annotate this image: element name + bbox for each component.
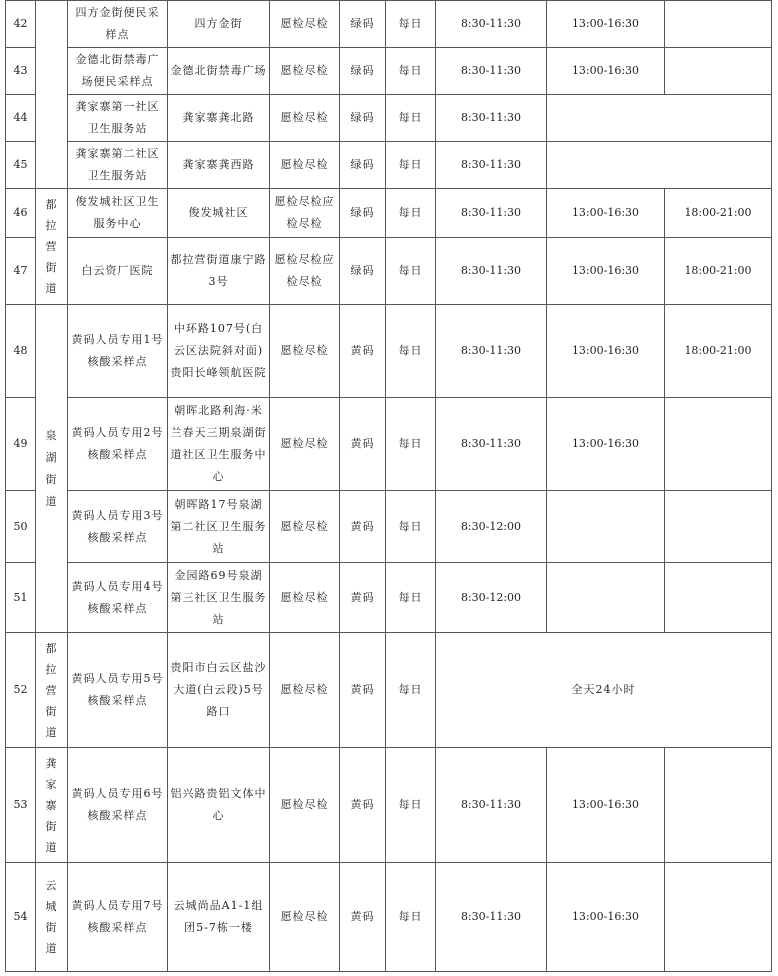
morning-hours: 8:30-11:30 [436, 95, 547, 142]
district-quanhu [36, 305, 68, 633]
evening-hours [665, 863, 772, 972]
row-number: 47 [6, 238, 36, 305]
site-name: 金德北街禁毒广场便民采样点 [68, 48, 168, 95]
health-code: 绿码 [340, 48, 386, 95]
test-scope: 愿检尽检 [270, 48, 340, 95]
test-scope: 愿检尽检 [270, 1, 340, 48]
table-row [6, 633, 772, 748]
test-scope: 愿检尽检 [270, 491, 340, 563]
health-code: 黄码 [340, 563, 386, 633]
site-address: 云城尚品A1-1组团5-7栋一楼 [168, 863, 270, 972]
frequency: 每日 [386, 142, 436, 189]
evening-hours: 18:00-21:00 [665, 238, 772, 305]
site-address: 俊发城社区 [168, 189, 270, 238]
health-code: 黄码 [340, 398, 386, 491]
health-code: 绿码 [340, 189, 386, 238]
site-address: 龚家寨龚北路 [168, 95, 270, 142]
site-address: 朝晖路17号泉湖第二社区卫生服务站 [168, 491, 270, 563]
row-number: 43 [6, 48, 36, 95]
site-name: 俊发城社区卫生服务中心 [68, 189, 168, 238]
all-day-hours: 全天24小时 [436, 633, 772, 748]
evening-hours [665, 1, 772, 48]
table-row [6, 491, 772, 563]
site-name: 黄码人员专用5号核酸采样点 [68, 633, 168, 748]
test-scope: 愿检尽检应检尽检 [270, 189, 340, 238]
test-scope: 愿检尽检 [270, 398, 340, 491]
district-yuncheng [36, 863, 68, 972]
health-code: 黄码 [340, 633, 386, 748]
morning-hours: 8:30-11:30 [436, 189, 547, 238]
site-address: 中环路107号(白云区法院斜对面)贵阳长峰领航医院 [168, 305, 270, 398]
health-code: 绿码 [340, 238, 386, 305]
table-row [6, 142, 772, 189]
evening-hours [665, 398, 772, 491]
frequency: 每日 [386, 48, 436, 95]
district-label: 云城街道 [45, 879, 58, 955]
site-address: 铝兴路贵铝文体中心 [168, 748, 270, 863]
evening-hours [665, 491, 772, 563]
site-address: 龚家寨龚西路 [168, 142, 270, 189]
morning-hours: 8:30-12:00 [436, 491, 547, 563]
frequency: 每日 [386, 863, 436, 972]
district-label: 都拉营街道 [45, 641, 58, 739]
district-dulaying [36, 189, 68, 305]
site-address: 金德北街禁毒广场 [168, 48, 270, 95]
health-code: 绿码 [340, 1, 386, 48]
table-row [6, 748, 772, 863]
district-label: 龚家寨街道 [45, 756, 58, 854]
testing-sites-table [5, 0, 772, 972]
afternoon-hours: 13:00-16:30 [547, 189, 665, 238]
district-cell-blank [36, 1, 68, 189]
site-name: 黄码人员专用1号核酸采样点 [68, 305, 168, 398]
district-label: 泉湖街道 [45, 428, 58, 508]
test-scope: 愿检尽检 [270, 633, 340, 748]
morning-hours: 8:30-11:30 [436, 398, 547, 491]
health-code: 黄码 [340, 491, 386, 563]
test-scope: 愿检尽检 [270, 95, 340, 142]
morning-hours: 8:30-12:00 [436, 563, 547, 633]
row-number: 51 [6, 563, 36, 633]
afternoon-hours: 13:00-16:30 [547, 48, 665, 95]
evening-hours [665, 748, 772, 863]
health-code: 绿码 [340, 95, 386, 142]
site-name: 黄码人员专用4号核酸采样点 [68, 563, 168, 633]
afternoon-hours: 13:00-16:30 [547, 748, 665, 863]
table-row [6, 563, 772, 633]
morning-hours: 8:30-11:30 [436, 863, 547, 972]
district-label: 都拉营街道 [45, 198, 58, 295]
test-scope: 愿检尽检应检尽检 [270, 238, 340, 305]
site-address: 四方金街 [168, 1, 270, 48]
test-scope: 愿检尽检 [270, 305, 340, 398]
frequency: 每日 [386, 748, 436, 863]
afternoon-hours: 13:00-16:30 [547, 1, 665, 48]
frequency: 每日 [386, 633, 436, 748]
morning-hours: 8:30-11:30 [436, 305, 547, 398]
afternoon-hours: 13:00-16:30 [547, 238, 665, 305]
row-number: 54 [6, 863, 36, 972]
site-address: 金园路69号泉湖第三社区卫生服务站 [168, 563, 270, 633]
site-name: 黄码人员专用7号核酸采样点 [68, 863, 168, 972]
site-name: 龚家寨第二社区卫生服务站 [68, 142, 168, 189]
evening-hours: 18:00-21:00 [665, 305, 772, 398]
district-dulaying-2 [36, 633, 68, 748]
district-gongjiazhai [36, 748, 68, 863]
site-address: 贵阳市白云区盐沙大道(白云段)5号路口 [168, 633, 270, 748]
health-code: 绿码 [340, 142, 386, 189]
row-number: 50 [6, 491, 36, 563]
row-number: 42 [6, 1, 36, 48]
frequency: 每日 [386, 1, 436, 48]
frequency: 每日 [386, 305, 436, 398]
site-name: 黄码人员专用2号核酸采样点 [68, 398, 168, 491]
morning-hours: 8:30-11:30 [436, 238, 547, 305]
empty-hours [547, 95, 772, 142]
morning-hours: 8:30-11:30 [436, 142, 547, 189]
site-name: 龚家寨第一社区卫生服务站 [68, 95, 168, 142]
morning-hours: 8:30-11:30 [436, 1, 547, 48]
site-name: 白云资厂医院 [68, 238, 168, 305]
row-number: 49 [6, 398, 36, 491]
test-scope: 愿检尽检 [270, 142, 340, 189]
health-code: 黄码 [340, 748, 386, 863]
row-number: 48 [6, 305, 36, 398]
frequency: 每日 [386, 95, 436, 142]
row-number: 44 [6, 95, 36, 142]
afternoon-hours [547, 491, 665, 563]
morning-hours: 8:30-11:30 [436, 748, 547, 863]
table-row [6, 398, 772, 491]
site-address: 朝晖北路利海·米兰春天三期泉湖街道社区卫生服务中心 [168, 398, 270, 491]
table-row [6, 305, 772, 398]
evening-hours [665, 48, 772, 95]
site-name: 黄码人员专用3号核酸采样点 [68, 491, 168, 563]
frequency: 每日 [386, 238, 436, 305]
afternoon-hours: 13:00-16:30 [547, 863, 665, 972]
evening-hours: 18:00-21:00 [665, 189, 772, 238]
table-row [6, 189, 772, 238]
row-number: 53 [6, 748, 36, 863]
table-row [6, 238, 772, 305]
site-address: 都拉营街道康宁路3号 [168, 238, 270, 305]
row-number: 46 [6, 189, 36, 238]
afternoon-hours [547, 563, 665, 633]
health-code: 黄码 [340, 863, 386, 972]
afternoon-hours: 13:00-16:30 [547, 398, 665, 491]
health-code: 黄码 [340, 305, 386, 398]
row-number: 52 [6, 633, 36, 748]
morning-hours: 8:30-11:30 [436, 48, 547, 95]
table-row [6, 48, 772, 95]
test-scope: 愿检尽检 [270, 563, 340, 633]
frequency: 每日 [386, 189, 436, 238]
table-row [6, 863, 772, 972]
afternoon-hours: 13:00-16:30 [547, 305, 665, 398]
table-row [6, 95, 772, 142]
frequency: 每日 [386, 398, 436, 491]
frequency: 每日 [386, 491, 436, 563]
site-name: 黄码人员专用6号核酸采样点 [68, 748, 168, 863]
test-scope: 愿检尽检 [270, 863, 340, 972]
evening-hours [665, 563, 772, 633]
table-row [6, 1, 772, 48]
site-name: 四方金街便民采样点 [68, 1, 168, 48]
empty-hours [547, 142, 772, 189]
test-scope: 愿检尽检 [270, 748, 340, 863]
frequency: 每日 [386, 563, 436, 633]
row-number: 45 [6, 142, 36, 189]
